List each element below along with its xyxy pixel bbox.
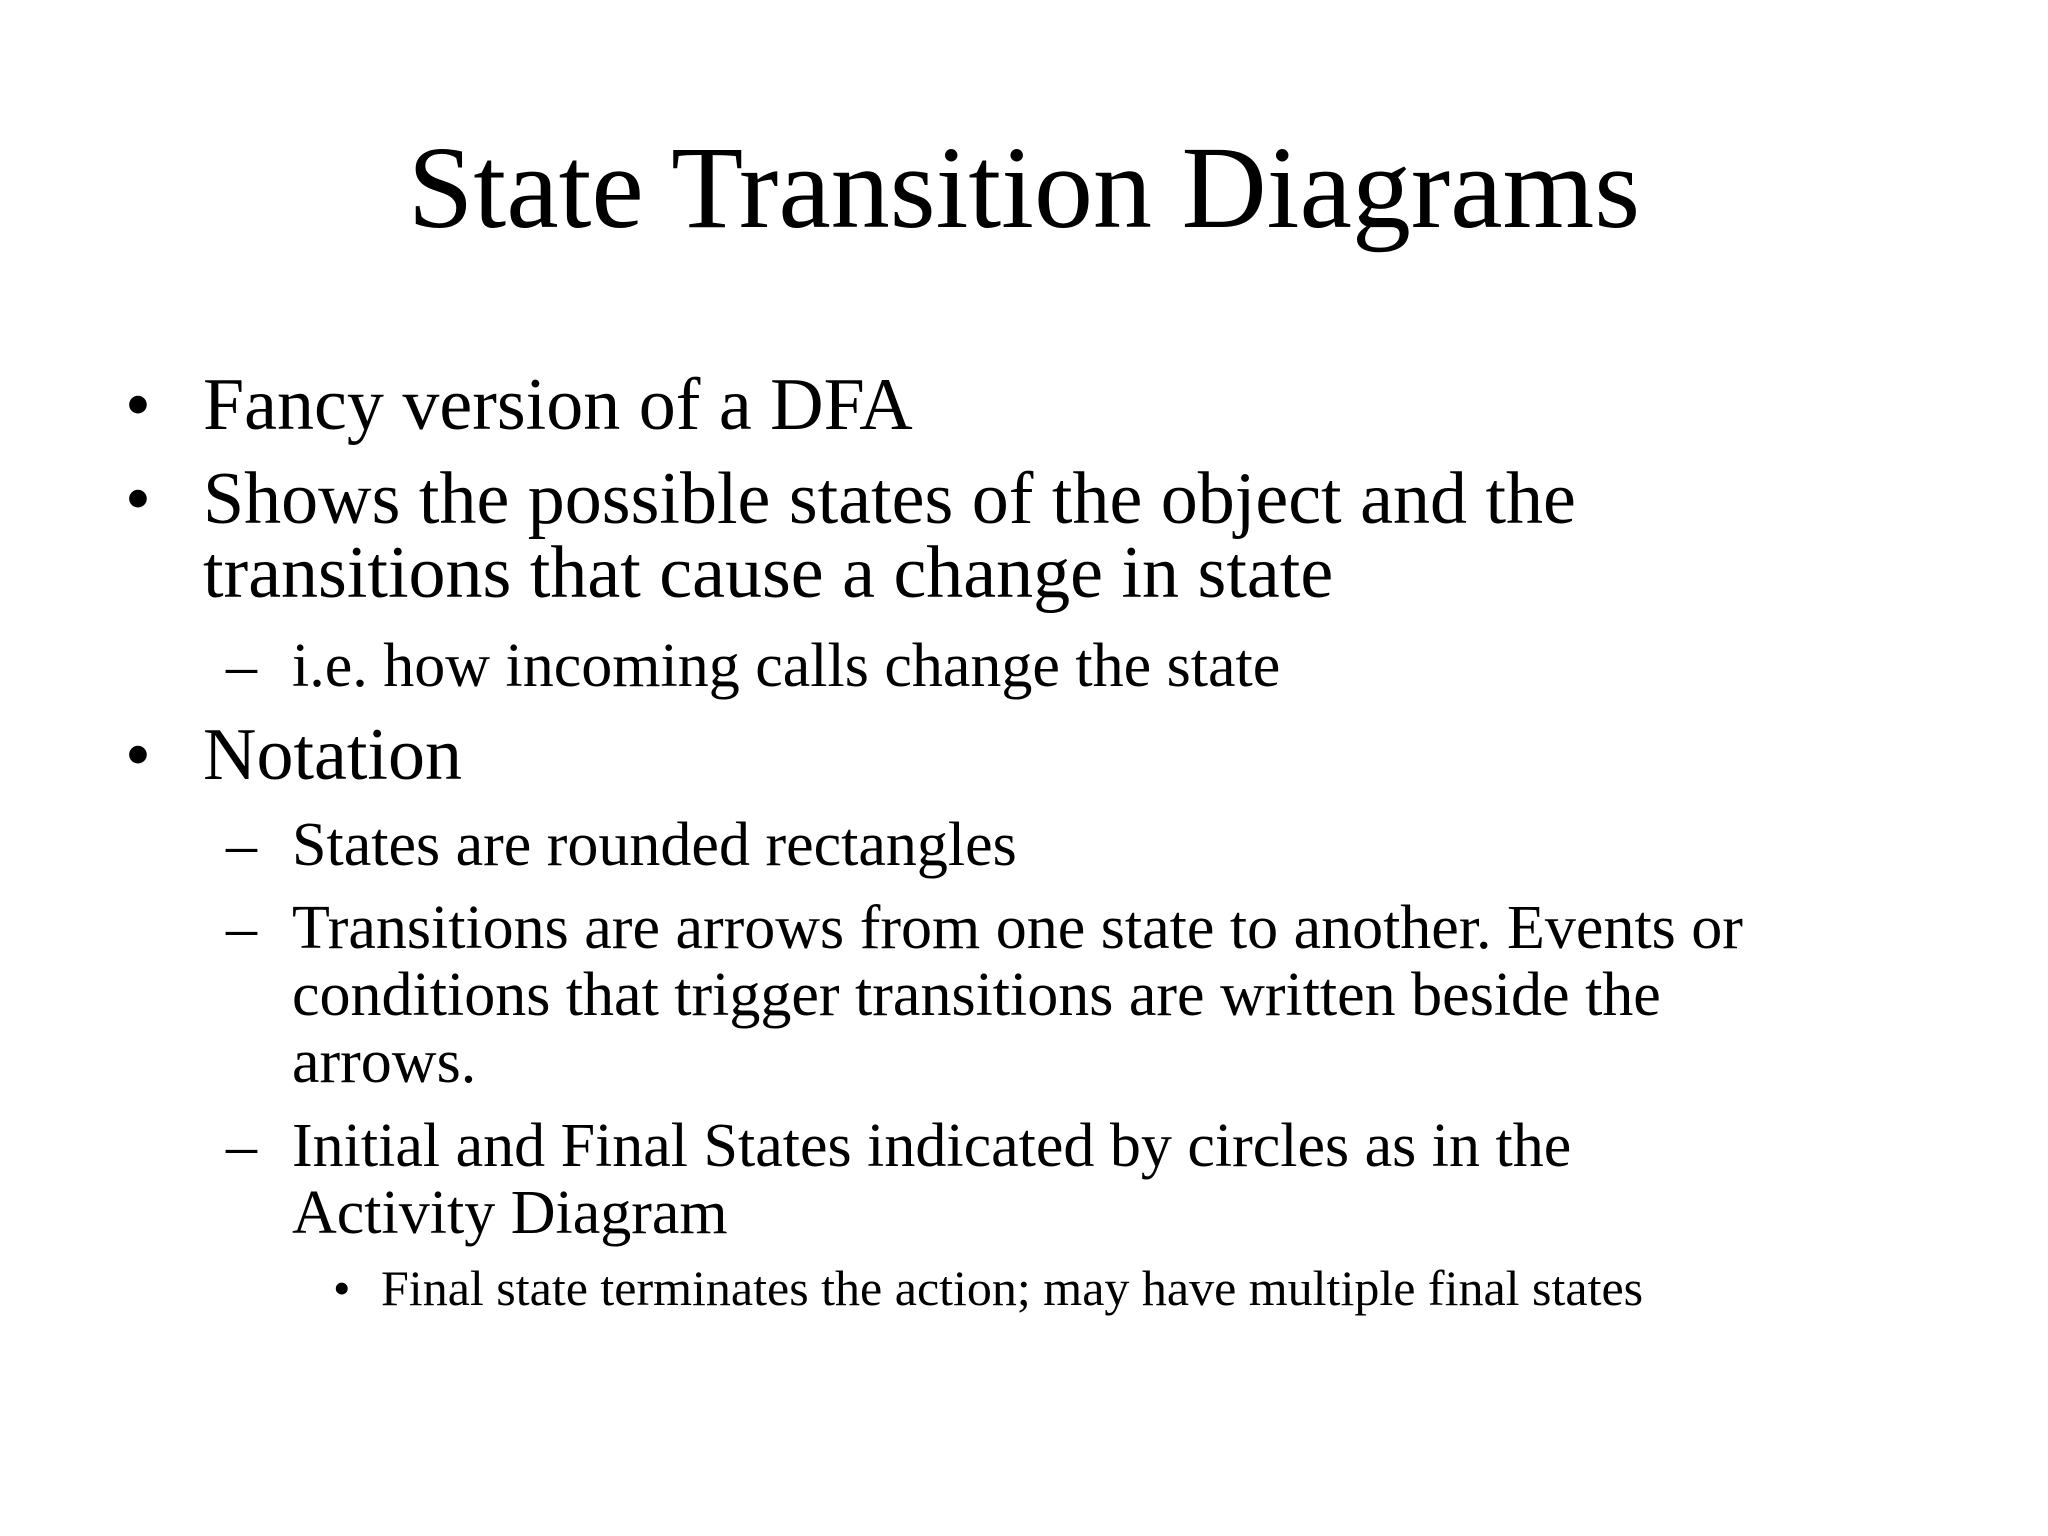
bullet-text: Fancy version of a DFA [203,364,913,446]
bullet-text: transitions that cause a change in state [203,532,1334,614]
sub-bullet-text: conditions that trigger transitions are written beside the [292,961,1661,1029]
sub-sub-bullet-text: Final state terminates the action; may have multiple final states [381,1260,1644,1316]
sub-bullet-item [226,1113,1571,1247]
sub-bullet-text: States are rounded rectangles [292,811,1017,879]
sub-bullet-item [226,812,1017,879]
dash-marker: – [226,632,257,700]
bullet-marker: • [333,1260,351,1316]
bullet-marker: • [125,714,151,796]
slide-title: State Transition Diagrams [407,122,1641,253]
bullet-item [125,364,913,446]
bullet-item [125,714,462,796]
sub-bullet-text: Activity Diagram [292,1179,728,1247]
bullet-text: Notation [203,714,462,796]
bullet-item [125,458,1576,614]
sub-bullet-item [226,633,1280,700]
sub-sub-bullet-item [333,1260,1643,1316]
sub-bullet-text: Initial and Final States indicated by circles as in the [292,1112,1572,1180]
bullet-marker: • [125,458,151,540]
sub-bullet-text: Transitions are arrows from one state to another. Events or [292,894,1743,962]
bullet-marker: • [125,364,151,446]
sub-bullet-text: i.e. how incoming calls change the state [292,632,1281,700]
dash-marker: – [226,894,257,962]
sub-bullet-item [226,895,1743,1096]
dash-marker: – [226,1112,257,1180]
bullet-text: Shows the possible states of the object and the [203,458,1576,540]
dash-marker: – [226,811,257,879]
sub-bullet-text: arrows. [292,1028,477,1096]
